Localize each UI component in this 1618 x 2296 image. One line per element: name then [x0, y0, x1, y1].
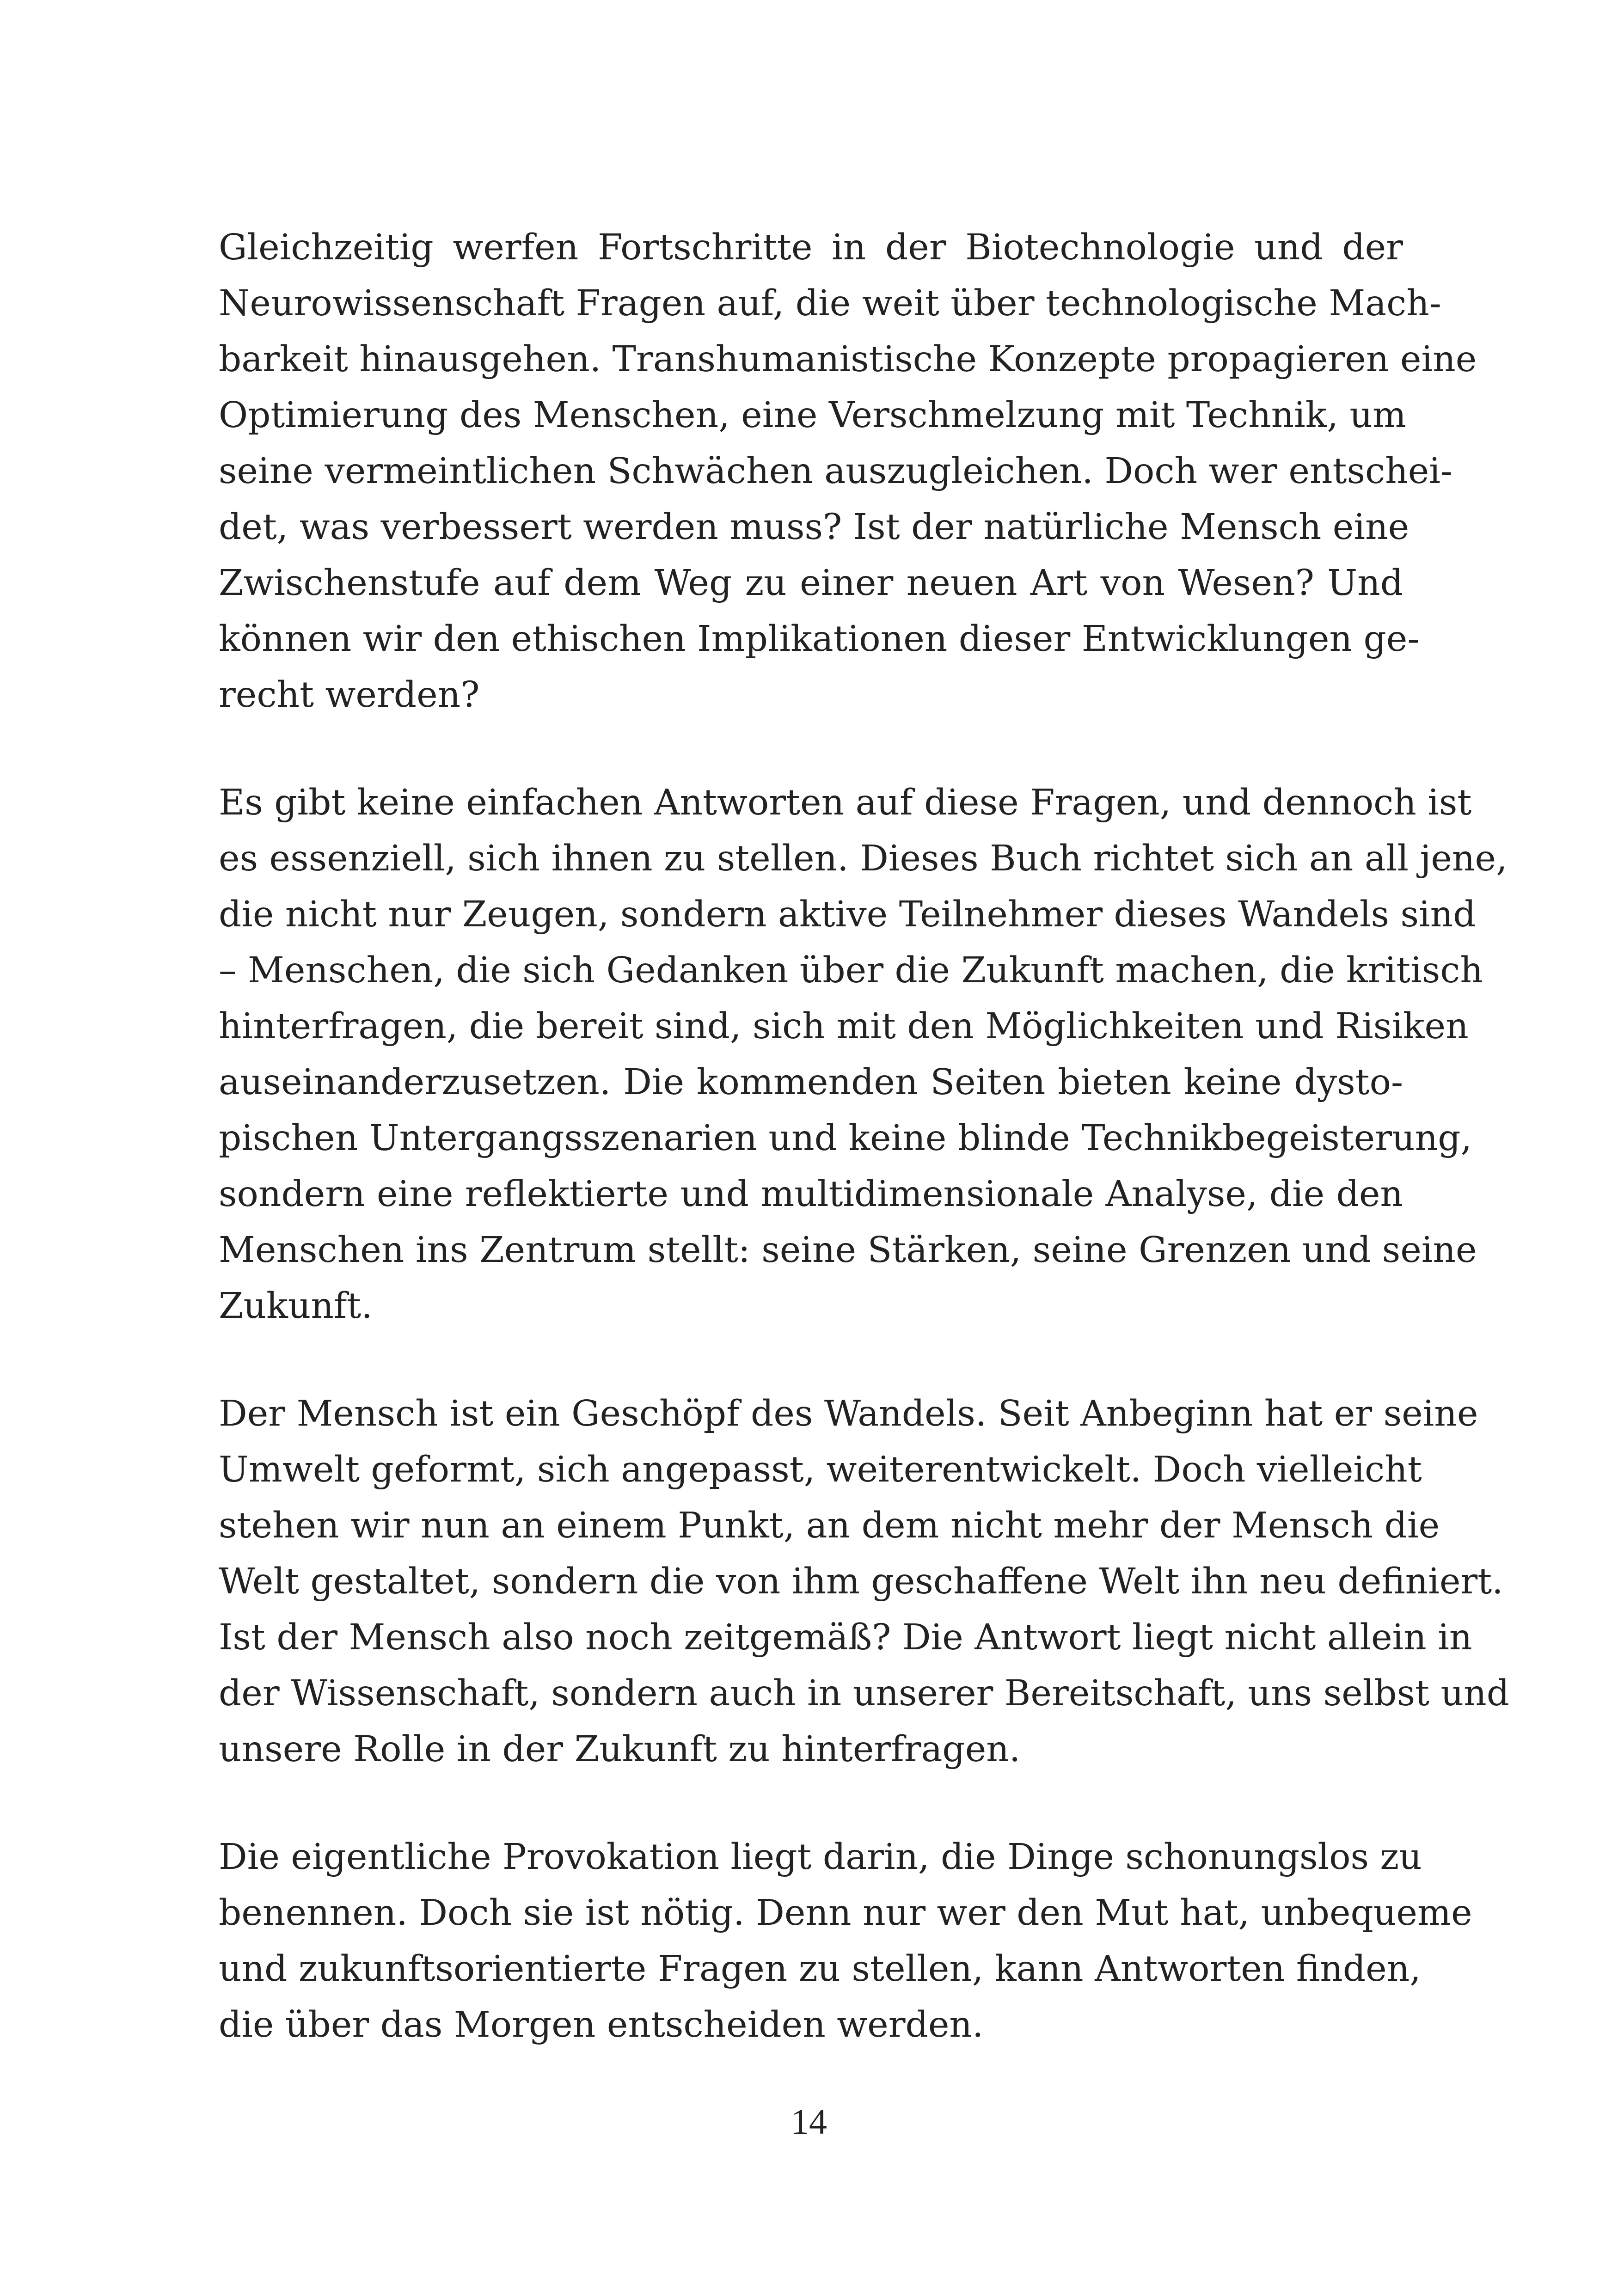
text-line: Zwischenstufe auf dem Weg zu einer neuen Art von Wesen? Und — [219, 563, 1403, 604]
text-line: können wir den ethischen Implikationen dieser Entwicklungen ge- — [219, 618, 1420, 660]
text-line: es essenziell, sich ihnen zu stellen. Dieses Buch richtet sich an all jene, — [219, 838, 1508, 879]
text-line: pischen Untergangsszenarien und keine blinde Technikbegeisterung, — [219, 1118, 1472, 1159]
text-line: recht werden? — [219, 674, 480, 716]
text-line: Die eigentliche Provokation liegt darin, die Dinge schonungslos zu — [219, 1837, 1422, 1878]
text-line: unsere Rolle in der Zukunft zu hinterfragen. — [219, 1729, 1021, 1770]
page-number: 14 — [791, 2101, 827, 2142]
text-line: Gleichzeitig werfen Fortschritte in der Biotechnologie und der — [219, 227, 1403, 268]
text-line: barkeit hinausgehen. Transhumanistische Konzepte propagieren eine — [219, 339, 1477, 380]
text-line: sondern eine reflektierte und multidimensionale Analyse, die den — [219, 1174, 1403, 1215]
paragraph-3 — [219, 1386, 1510, 1777]
text-line: seine vermeintlichen Schwächen auszugleichen. Doch wer entschei- — [219, 451, 1453, 492]
text-line: die nicht nur Zeugen, sondern aktive Teilnehmer dieses Wandels sind — [219, 894, 1476, 935]
text-line: auseinanderzusetzen. Die kommenden Seiten bieten keine dysto- — [219, 1062, 1403, 1103]
paragraph-2 — [219, 775, 1508, 1334]
text-line: benennen. Doch sie ist nötig. Denn nur wer den Mut hat, unbequeme — [219, 1892, 1472, 1934]
text-line: – Menschen, die sich Gedanken über die Zukunft machen, die kritisch — [219, 950, 1483, 991]
text-line: Der Mensch ist ein Geschöpf des Wandels. Seit Anbeginn hat er seine — [219, 1393, 1478, 1434]
text-line: Umwelt geformt, sich angepasst, weiterentwickelt. Doch vielleicht — [219, 1449, 1422, 1490]
text-line: det, was verbessert werden muss? Ist der natürliche Mensch eine — [219, 507, 1410, 548]
text-line: Welt gestaltet, sondern die von ihm geschaffene Welt ihn neu definiert. — [219, 1561, 1503, 1602]
text-line: Menschen ins Zentrum stellt: seine Stärken, seine Grenzen und seine — [219, 1230, 1477, 1271]
text-line: Optimierung des Menschen, eine Verschmelzung mit Technik, um — [219, 395, 1407, 436]
text-line: Zukunft. — [219, 1286, 373, 1327]
text-line: stehen wir nun an einem Punkt, an dem nicht mehr der Mensch die — [219, 1505, 1440, 1546]
text-line: Neurowissenschaft Fragen auf, die weit über technologische Mach- — [219, 283, 1441, 324]
text-line: hinterfragen, die bereit sind, sich mit den Möglichkeiten und Risiken — [219, 1006, 1469, 1047]
text-line: und zukunftsorientierte Fragen zu stellen, kann Antworten finden, — [219, 1948, 1421, 1990]
paragraph-4 — [219, 1829, 1472, 2053]
text-line: die über das Morgen entscheiden werden. — [219, 2004, 984, 2045]
text-line: Ist der Mensch also noch zeitgemäß? Die Antwort liegt nicht allein in — [219, 1617, 1472, 1658]
text-line: Es gibt keine einfachen Antworten auf diese Fragen, und dennoch ist — [219, 782, 1472, 823]
text-line: der Wissenschaft, sondern auch in unserer Bereitschaft, uns selbst und — [219, 1673, 1510, 1714]
body-text — [219, 220, 1510, 2105]
paragraph-1 — [219, 220, 1477, 723]
